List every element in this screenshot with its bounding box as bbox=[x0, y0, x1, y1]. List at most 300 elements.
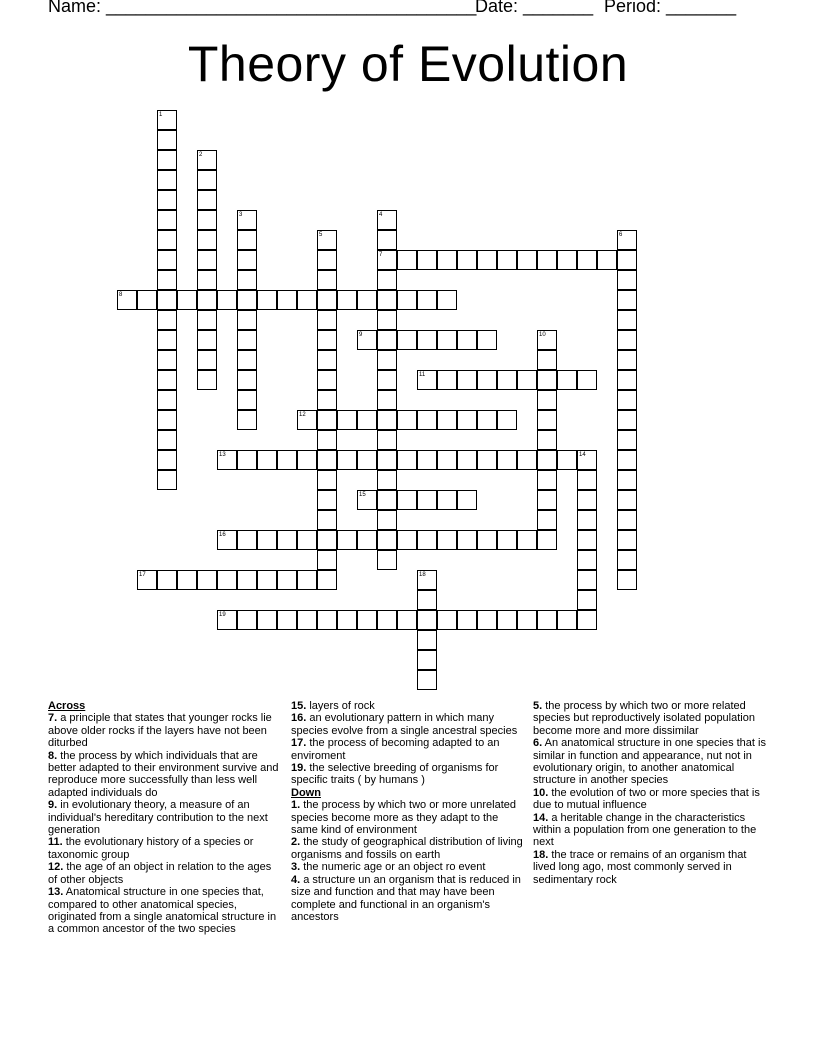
crossword-cell[interactable] bbox=[577, 450, 597, 470]
across-clue bbox=[48, 886, 280, 936]
crossword-cell[interactable] bbox=[537, 330, 557, 350]
crossword-cell[interactable] bbox=[317, 270, 337, 290]
clue-number-label: 5. bbox=[533, 700, 543, 712]
crossword-cell[interactable] bbox=[497, 450, 517, 470]
clue-number: 18 bbox=[419, 572, 426, 578]
clue-number-label: 18. bbox=[533, 848, 549, 861]
crossword-cell[interactable] bbox=[357, 450, 377, 470]
crossword-cell[interactable] bbox=[317, 370, 337, 390]
crossword-cell[interactable] bbox=[277, 530, 297, 550]
crossword-cell[interactable] bbox=[457, 330, 477, 350]
crossword-cell[interactable] bbox=[237, 410, 257, 430]
crossword-cell[interactable] bbox=[397, 290, 417, 310]
crossword-cell[interactable] bbox=[377, 290, 397, 310]
crossword-cell[interactable] bbox=[417, 250, 437, 270]
across-clue bbox=[48, 799, 280, 836]
crossword-cell[interactable] bbox=[417, 330, 437, 350]
crossword-cell[interactable] bbox=[197, 570, 217, 590]
crossword-cell[interactable] bbox=[257, 530, 277, 550]
clue-number: 2 bbox=[199, 152, 203, 158]
across-clue bbox=[291, 762, 523, 787]
crossword-cell[interactable] bbox=[537, 250, 557, 270]
crossword-cell[interactable] bbox=[377, 310, 397, 330]
clue-number: 11 bbox=[419, 372, 426, 378]
clue-column-2 bbox=[291, 700, 523, 923]
crossword-cell[interactable] bbox=[157, 450, 177, 470]
crossword-cell[interactable] bbox=[237, 250, 257, 270]
clue-number: 5 bbox=[319, 232, 323, 238]
crossword-cell[interactable] bbox=[277, 570, 297, 590]
across-clue bbox=[48, 861, 280, 886]
crossword-cell[interactable] bbox=[577, 510, 597, 530]
clue-column-1 bbox=[48, 700, 280, 936]
crossword-cell[interactable] bbox=[157, 370, 177, 390]
clue-number: 8 bbox=[119, 292, 123, 298]
clue-number-label: 7. bbox=[48, 712, 58, 725]
crossword-cell[interactable] bbox=[177, 570, 197, 590]
crossword-cell[interactable] bbox=[497, 610, 517, 630]
crossword-cell[interactable] bbox=[597, 250, 617, 270]
crossword-cell[interactable] bbox=[237, 370, 257, 390]
crossword-cell[interactable] bbox=[317, 530, 337, 550]
crossword-cell[interactable] bbox=[437, 530, 457, 550]
crossword-cell[interactable] bbox=[617, 410, 637, 430]
across-clue bbox=[291, 712, 523, 737]
clue-text: the process of becoming adapted to an enviroment bbox=[291, 737, 500, 762]
crossword-cell[interactable] bbox=[537, 530, 557, 550]
crossword-cell[interactable] bbox=[157, 390, 177, 410]
crossword-cell[interactable] bbox=[377, 390, 397, 410]
clue-number-label: 13. bbox=[48, 886, 64, 899]
crossword-cell[interactable] bbox=[277, 290, 297, 310]
crossword-cell[interactable] bbox=[237, 330, 257, 350]
crossword-cell[interactable] bbox=[577, 490, 597, 510]
crossword-cell[interactable] bbox=[217, 570, 237, 590]
clue-number: 19 bbox=[219, 612, 226, 618]
clue-number-label: 3. bbox=[291, 861, 301, 874]
crossword-cell[interactable] bbox=[177, 290, 197, 310]
crossword-cell[interactable] bbox=[377, 410, 397, 430]
crossword-cell[interactable] bbox=[237, 270, 257, 290]
crossword-cell[interactable] bbox=[237, 230, 257, 250]
crossword-cell[interactable] bbox=[577, 550, 597, 570]
crossword-cell[interactable] bbox=[537, 430, 557, 450]
clue-number-label: 19. bbox=[291, 762, 307, 775]
clue-number-label: 8. bbox=[48, 749, 58, 762]
crossword-cell[interactable] bbox=[397, 330, 417, 350]
crossword-cell[interactable] bbox=[377, 530, 397, 550]
clue-number-label: 4. bbox=[291, 873, 301, 886]
clue-text: Anatomical structure in one species that, compared to other anatomical species, originated from a single anatomical structure in a common ancestor of the two species bbox=[48, 886, 277, 936]
crossword-cell[interactable] bbox=[117, 290, 137, 310]
clue-number-label: 11. bbox=[48, 836, 63, 849]
crossword-cell[interactable] bbox=[617, 370, 637, 390]
crossword-cell[interactable] bbox=[457, 410, 477, 430]
crossword-cell[interactable] bbox=[417, 590, 437, 610]
crossword-cell[interactable] bbox=[577, 610, 597, 630]
crossword-cell[interactable] bbox=[157, 170, 177, 190]
crossword-cell[interactable] bbox=[437, 250, 457, 270]
crossword-cell[interactable] bbox=[157, 190, 177, 210]
crossword-cell[interactable] bbox=[517, 530, 537, 550]
crossword-cell[interactable] bbox=[137, 290, 157, 310]
crossword-cell[interactable] bbox=[377, 550, 397, 570]
crossword-cell[interactable] bbox=[617, 430, 637, 450]
crossword-cell[interactable] bbox=[317, 450, 337, 470]
crossword-cell[interactable] bbox=[577, 530, 597, 550]
crossword-cell[interactable] bbox=[197, 330, 217, 350]
clue-text: the selective breeding of organisms for specific traits ( by humans ) bbox=[291, 762, 499, 787]
crossword-cell[interactable] bbox=[157, 570, 177, 590]
clue-number: 12 bbox=[299, 412, 306, 418]
crossword-cell[interactable] bbox=[337, 450, 357, 470]
crossword-cell[interactable] bbox=[197, 270, 217, 290]
across-clue bbox=[291, 737, 523, 762]
crossword-cell[interactable] bbox=[437, 330, 457, 350]
down-clue bbox=[291, 836, 523, 861]
crossword-cell[interactable] bbox=[357, 530, 377, 550]
crossword-cell[interactable] bbox=[457, 250, 477, 270]
down-clue bbox=[533, 700, 769, 737]
crossword-cell[interactable] bbox=[417, 630, 437, 650]
across-clue bbox=[48, 836, 280, 861]
crossword-cell[interactable] bbox=[197, 170, 217, 190]
crossword-cell[interactable] bbox=[337, 290, 357, 310]
crossword-cell[interactable] bbox=[137, 570, 157, 590]
crossword-cell[interactable] bbox=[317, 510, 337, 530]
crossword-cell[interactable] bbox=[377, 210, 397, 230]
crossword-cell[interactable] bbox=[357, 330, 377, 350]
crossword-cell[interactable] bbox=[497, 370, 517, 390]
crossword-cell[interactable] bbox=[537, 610, 557, 630]
crossword-cell[interactable] bbox=[317, 390, 337, 410]
crossword-cell[interactable] bbox=[257, 290, 277, 310]
down-heading: Down bbox=[291, 786, 321, 799]
crossword-cell[interactable] bbox=[257, 610, 277, 630]
crossword-cell[interactable] bbox=[217, 610, 237, 630]
crossword-cell[interactable] bbox=[237, 530, 257, 550]
crossword-cell[interactable] bbox=[157, 210, 177, 230]
clue-number: 16 bbox=[219, 532, 226, 538]
crossword-cell[interactable] bbox=[537, 370, 557, 390]
across-heading: Across bbox=[48, 700, 86, 712]
crossword-cell[interactable] bbox=[317, 470, 337, 490]
crossword-cell[interactable] bbox=[477, 370, 497, 390]
clue-text: the numeric age or an object ro event bbox=[300, 861, 486, 874]
crossword-cell[interactable] bbox=[317, 250, 337, 270]
crossword-cell[interactable] bbox=[297, 530, 317, 550]
crossword-cell[interactable] bbox=[397, 450, 417, 470]
across-clue bbox=[48, 712, 280, 749]
crossword-cell[interactable] bbox=[237, 450, 257, 470]
down-clue bbox=[291, 874, 523, 924]
crossword-cell[interactable] bbox=[377, 350, 397, 370]
crossword-cell[interactable] bbox=[497, 530, 517, 550]
crossword-cell[interactable] bbox=[617, 390, 637, 410]
clue-text: the trace or remains of an organism that lived long ago, most commonly served in sedimentary rock bbox=[533, 848, 747, 886]
clue-text: a principle that states that younger rocks lie above older rocks if the layers have not been diturbed bbox=[48, 712, 272, 750]
crossword-cell[interactable] bbox=[417, 450, 437, 470]
crossword-cell[interactable] bbox=[237, 390, 257, 410]
crossword-cell[interactable] bbox=[377, 470, 397, 490]
crossword-cell[interactable] bbox=[437, 410, 457, 430]
crossword-cell[interactable] bbox=[257, 570, 277, 590]
crossword-cell[interactable] bbox=[297, 290, 317, 310]
crossword-cell[interactable] bbox=[397, 490, 417, 510]
crossword-cell[interactable] bbox=[477, 530, 497, 550]
crossword-cell[interactable] bbox=[317, 330, 337, 350]
crossword-cell[interactable] bbox=[237, 570, 257, 590]
crossword-cell[interactable] bbox=[417, 650, 437, 670]
crossword-cell[interactable] bbox=[537, 490, 557, 510]
crossword-cell[interactable] bbox=[157, 290, 177, 310]
crossword-cell[interactable] bbox=[617, 450, 637, 470]
crossword-cell[interactable] bbox=[197, 190, 217, 210]
crossword-cell[interactable] bbox=[317, 490, 337, 510]
crossword-cell[interactable] bbox=[577, 470, 597, 490]
crossword-cell[interactable] bbox=[197, 310, 217, 330]
clue-number: 15 bbox=[359, 492, 366, 498]
crossword-cell[interactable] bbox=[417, 670, 437, 690]
crossword-cell[interactable] bbox=[397, 250, 417, 270]
crossword-cell[interactable] bbox=[397, 410, 417, 430]
clue-number: 10 bbox=[539, 332, 546, 338]
crossword-cell[interactable] bbox=[197, 210, 217, 230]
crossword-cell[interactable] bbox=[617, 310, 637, 330]
clue-number: 3 bbox=[239, 212, 243, 218]
crossword-cell[interactable] bbox=[157, 470, 177, 490]
crossword-cell[interactable] bbox=[357, 410, 377, 430]
crossword-cell[interactable] bbox=[617, 470, 637, 490]
crossword-cell[interactable] bbox=[357, 290, 377, 310]
crossword-cell[interactable] bbox=[417, 570, 437, 590]
crossword-cell[interactable] bbox=[537, 350, 557, 370]
clue-number-label: 1. bbox=[291, 799, 301, 812]
clue-text: a heritable change in the characteristics within a population from one generation to the next bbox=[533, 811, 757, 849]
across-clue bbox=[291, 700, 523, 712]
crossword-cell[interactable] bbox=[617, 510, 637, 530]
crossword-cell[interactable] bbox=[417, 410, 437, 430]
crossword-cell[interactable] bbox=[237, 610, 257, 630]
crossword-cell[interactable] bbox=[157, 230, 177, 250]
crossword-cell[interactable] bbox=[157, 250, 177, 270]
crossword-cell[interactable] bbox=[377, 370, 397, 390]
crossword-cell[interactable] bbox=[157, 410, 177, 430]
crossword-cell[interactable] bbox=[317, 230, 337, 250]
clue-number-label: 15. bbox=[291, 700, 307, 712]
crossword-cell[interactable] bbox=[457, 610, 477, 630]
crossword-cell[interactable] bbox=[457, 370, 477, 390]
crossword-cell[interactable] bbox=[497, 410, 517, 430]
crossword-cell[interactable] bbox=[417, 490, 437, 510]
down-clue bbox=[533, 812, 769, 849]
crossword-cell[interactable] bbox=[277, 610, 297, 630]
down-clue bbox=[533, 849, 769, 886]
crossword-cell[interactable] bbox=[437, 290, 457, 310]
crossword-cell[interactable] bbox=[377, 510, 397, 530]
crossword-cell[interactable] bbox=[157, 270, 177, 290]
crossword-cell[interactable] bbox=[197, 150, 217, 170]
crossword-cell[interactable] bbox=[157, 430, 177, 450]
clue-text: in evolutionary theory, a measure of an individual's hereditary contribution to the next generation bbox=[48, 799, 268, 837]
crossword-cell[interactable] bbox=[157, 110, 177, 130]
crossword-cell[interactable] bbox=[397, 530, 417, 550]
crossword-cell[interactable] bbox=[317, 550, 337, 570]
crossword-cell[interactable] bbox=[377, 270, 397, 290]
crossword-cell[interactable] bbox=[497, 250, 517, 270]
crossword-cell[interactable] bbox=[557, 610, 577, 630]
crossword-cell[interactable] bbox=[577, 570, 597, 590]
crossword-cell[interactable] bbox=[197, 230, 217, 250]
crossword-cell[interactable] bbox=[297, 410, 317, 430]
clue-number-label: 17. bbox=[291, 737, 307, 750]
crossword-cell[interactable] bbox=[197, 250, 217, 270]
crossword-cell[interactable] bbox=[537, 390, 557, 410]
crossword-cell[interactable] bbox=[217, 450, 237, 470]
clue-number-label: 9. bbox=[48, 799, 58, 812]
down-clue bbox=[533, 737, 769, 787]
crossword-cell[interactable] bbox=[457, 490, 477, 510]
date-field-label[interactable]: Date: _______ bbox=[475, 0, 594, 16]
clue-text: layers of rock bbox=[306, 700, 375, 712]
crossword-cell[interactable] bbox=[337, 530, 357, 550]
crossword-cell[interactable] bbox=[157, 310, 177, 330]
clue-text: an evolutionary pattern in which many species evolve from a single ancestral species bbox=[291, 712, 518, 737]
crossword-cell[interactable] bbox=[337, 610, 357, 630]
clue-number: 1 bbox=[159, 112, 163, 118]
crossword-cell[interactable] bbox=[417, 610, 437, 630]
crossword-cell[interactable] bbox=[197, 350, 217, 370]
crossword-cell[interactable] bbox=[517, 610, 537, 630]
crossword-cell[interactable] bbox=[277, 450, 297, 470]
crossword-cell[interactable] bbox=[477, 250, 497, 270]
crossword-cell[interactable] bbox=[437, 490, 457, 510]
crossword-cell[interactable] bbox=[537, 470, 557, 490]
crossword-cell[interactable] bbox=[457, 450, 477, 470]
crossword-cell[interactable] bbox=[197, 370, 217, 390]
crossword-cell[interactable] bbox=[217, 290, 237, 310]
crossword-cell[interactable] bbox=[417, 530, 437, 550]
crossword-cell[interactable] bbox=[617, 550, 637, 570]
crossword-cell[interactable] bbox=[217, 530, 237, 550]
crossword-cell[interactable] bbox=[297, 610, 317, 630]
crossword-cell[interactable] bbox=[317, 610, 337, 630]
crossword-cell[interactable] bbox=[197, 290, 217, 310]
crossword-cell[interactable] bbox=[517, 450, 537, 470]
crossword-cell[interactable] bbox=[157, 330, 177, 350]
crossword-cell[interactable] bbox=[477, 330, 497, 350]
crossword-cell[interactable] bbox=[377, 610, 397, 630]
period-field-label[interactable]: Period: _______ bbox=[604, 0, 737, 16]
crossword-cell[interactable] bbox=[617, 230, 637, 250]
crossword-cell[interactable] bbox=[557, 370, 577, 390]
clue-number-label: 10. bbox=[533, 786, 549, 799]
crossword-cell[interactable] bbox=[617, 270, 637, 290]
name-field-label[interactable]: Name: _____________________________________ bbox=[48, 0, 477, 16]
crossword-cell[interactable] bbox=[377, 230, 397, 250]
crossword-cell[interactable] bbox=[617, 570, 637, 590]
clue-text: the evolution of two or more species that is due to mutual influence bbox=[533, 786, 760, 812]
crossword-cell[interactable] bbox=[317, 350, 337, 370]
clue-text: the process by which two or more related species but reproductively isolated population become more and more dissimilar bbox=[533, 700, 755, 737]
crossword-cell[interactable] bbox=[257, 450, 277, 470]
crossword-cell[interactable] bbox=[517, 250, 537, 270]
crossword-cell[interactable] bbox=[317, 310, 337, 330]
crossword-cell[interactable] bbox=[437, 610, 457, 630]
clue-text: the study of geographical distribution of living organisms and fossils on earth bbox=[291, 836, 523, 861]
crossword-cell[interactable] bbox=[157, 150, 177, 170]
crossword-cell[interactable] bbox=[157, 350, 177, 370]
crossword-cell[interactable] bbox=[537, 410, 557, 430]
clue-number: 7 bbox=[379, 252, 383, 258]
crossword-cell[interactable] bbox=[417, 370, 437, 390]
crossword-cell[interactable] bbox=[477, 610, 497, 630]
crossword-cell[interactable] bbox=[237, 210, 257, 230]
crossword-cell[interactable] bbox=[617, 250, 637, 270]
crossword-cell[interactable] bbox=[557, 250, 577, 270]
crossword-cell[interactable] bbox=[377, 490, 397, 510]
page-title: Theory of Evolution bbox=[187, 36, 629, 92]
crossword-cell[interactable] bbox=[617, 530, 637, 550]
crossword-cell[interactable] bbox=[577, 250, 597, 270]
crossword-cell[interactable] bbox=[297, 450, 317, 470]
crossword-cell[interactable] bbox=[237, 310, 257, 330]
crossword-cell[interactable] bbox=[357, 610, 377, 630]
crossword-cell[interactable] bbox=[377, 450, 397, 470]
down-clue bbox=[291, 861, 523, 873]
crossword-cell[interactable] bbox=[417, 290, 437, 310]
crossword-cell[interactable] bbox=[537, 510, 557, 530]
crossword-cell[interactable] bbox=[437, 370, 457, 390]
crossword-cell[interactable] bbox=[577, 590, 597, 610]
crossword-cell[interactable] bbox=[337, 410, 357, 430]
crossword-cell[interactable] bbox=[317, 430, 337, 450]
crossword-cell[interactable] bbox=[457, 530, 477, 550]
crossword-cell[interactable] bbox=[617, 490, 637, 510]
clue-number: 4 bbox=[379, 212, 383, 218]
crossword-cell[interactable] bbox=[437, 450, 457, 470]
crossword-cell[interactable] bbox=[237, 350, 257, 370]
crossword-cell[interactable] bbox=[377, 250, 397, 270]
clue-text: a structure un an organism that is reduced in size and function and that may have been complete and functional in an organism's ancestors bbox=[291, 873, 521, 923]
clue-column-3 bbox=[533, 700, 769, 886]
crossword-cell[interactable] bbox=[297, 570, 317, 590]
crossword-cell[interactable] bbox=[517, 370, 537, 390]
crossword-cell[interactable] bbox=[477, 450, 497, 470]
crossword-cell[interactable] bbox=[157, 130, 177, 150]
crossword-cell[interactable] bbox=[317, 570, 337, 590]
crossword-cell[interactable] bbox=[557, 450, 577, 470]
clue-number: 9 bbox=[359, 332, 363, 338]
crossword-cell[interactable] bbox=[317, 410, 337, 430]
clue-number: 6 bbox=[619, 232, 623, 238]
crossword-cell[interactable] bbox=[477, 410, 497, 430]
clue-text: the evolutionary history of a species or taxonomic group bbox=[48, 836, 254, 861]
crossword-cell[interactable] bbox=[537, 450, 557, 470]
crossword-cell[interactable] bbox=[317, 290, 337, 310]
crossword-cell[interactable] bbox=[397, 610, 417, 630]
crossword-cell[interactable] bbox=[577, 370, 597, 390]
crossword-cell[interactable] bbox=[377, 430, 397, 450]
clue-number-label: 12. bbox=[48, 861, 64, 874]
crossword-cell[interactable] bbox=[377, 330, 397, 350]
crossword-cell[interactable] bbox=[237, 290, 257, 310]
crossword-cell[interactable] bbox=[617, 350, 637, 370]
across-clue bbox=[48, 750, 280, 800]
crossword-cell[interactable] bbox=[357, 490, 377, 510]
crossword-cell[interactable] bbox=[617, 330, 637, 350]
crossword-cell[interactable] bbox=[617, 290, 637, 310]
